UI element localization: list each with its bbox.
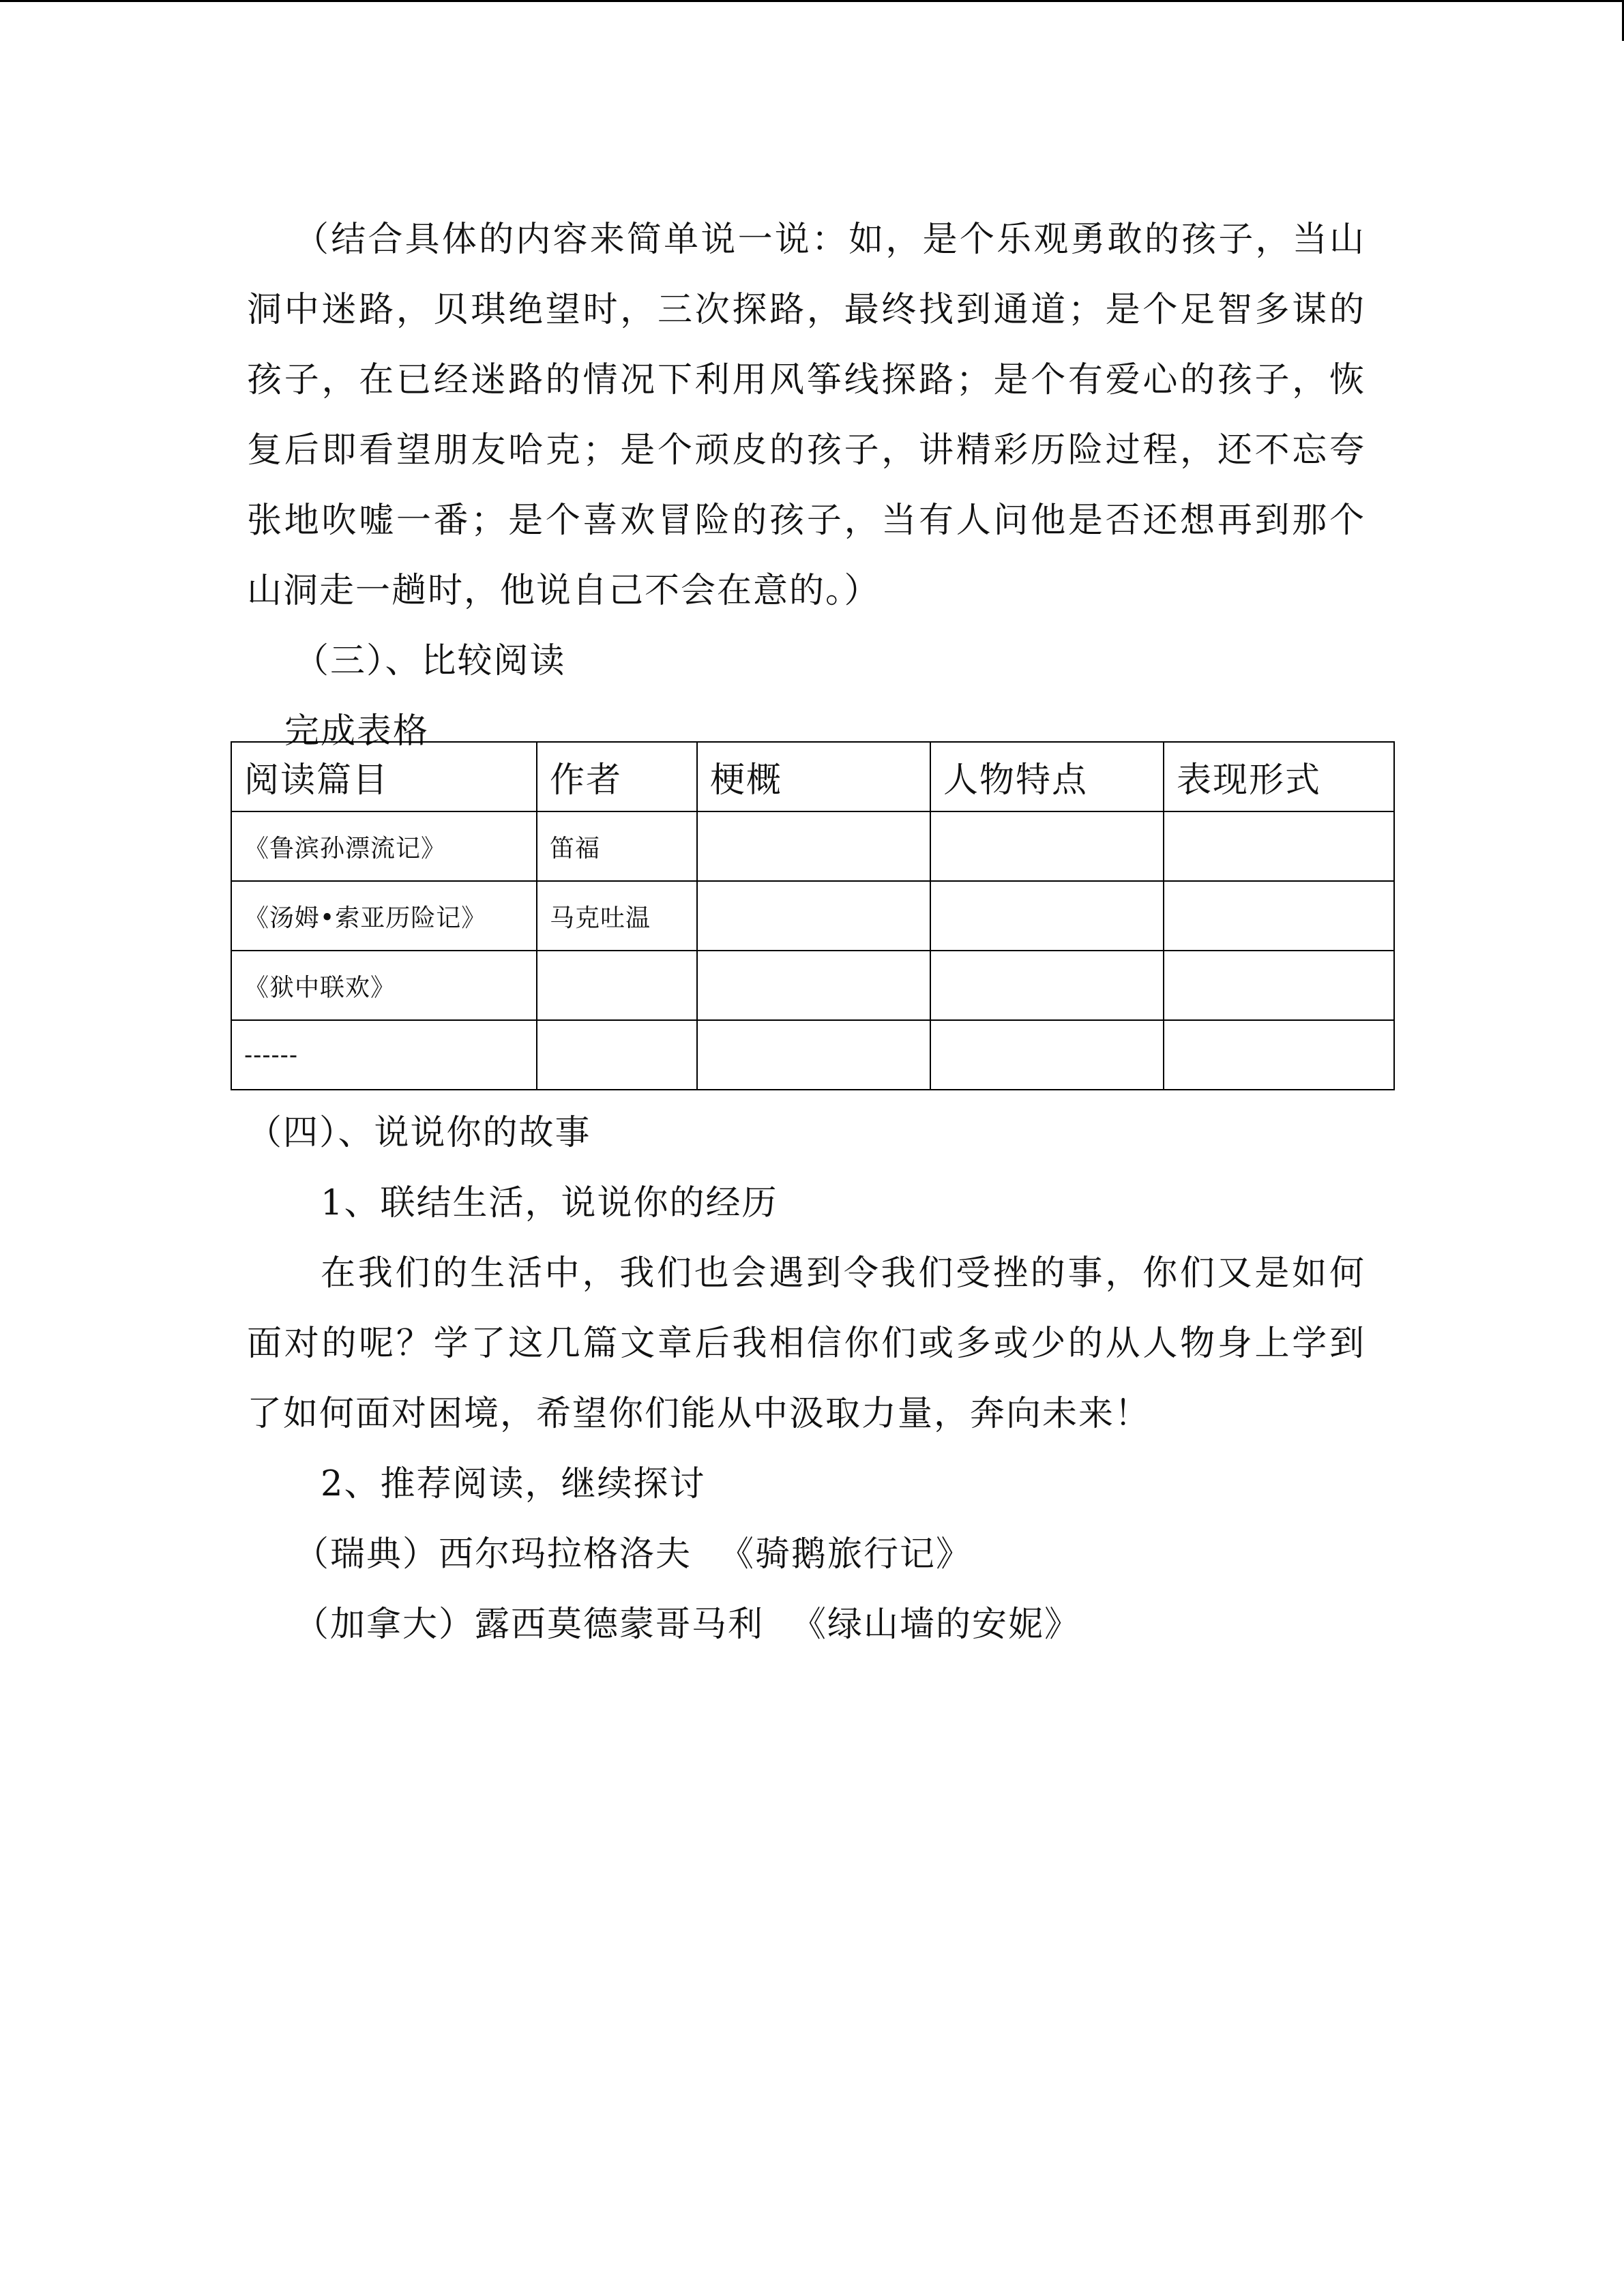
book-title: 《绿山墙的安妮》 (791, 1605, 1081, 1645)
book-author: （加拿大）露西莫德蒙哥马利 (294, 1605, 765, 1645)
header-author: 作者 (537, 742, 697, 811)
life-paragraph: 在我们的生活中，我们也会遇到令我们受挫的事，你们又是如何面对的呢？学了这几篇文章后我相信你们或多或少的从人物身上学到了如何面对困境，希望你们能从中汲取力量，奔向未来！ (247, 1253, 1365, 1434)
header-traits: 人物特点 (930, 742, 1164, 811)
recommended-book (247, 1519, 1365, 1590)
cell-form (1164, 1020, 1394, 1090)
table-header-row (231, 742, 1394, 811)
cell-title: 《鲁滨孙漂流记》 (231, 811, 537, 881)
table-row (231, 951, 1394, 1020)
comparison-table (231, 741, 1395, 1090)
cell-form (1164, 951, 1394, 1020)
cell-traits (930, 811, 1164, 881)
table-row (231, 881, 1394, 951)
section-four-heading: （四）、说说你的故事 (247, 1113, 591, 1153)
header-form: 表现形式 (1164, 742, 1394, 811)
intro-paragraph: （结合具体的内容来简单说一说：如，是个乐观勇敢的孩子，当山洞中迷路，贝琪绝望时，三次探路，最终找到通道；是个足智多谋的孩子，在已经迷路的情况下利用风筝线探路；是个有爱心的孩子，恢复后即看望朋友哈克；是个顽皮的孩子，讲精彩历险过程，还不忘夸张地吹嘘一番；是个喜欢冒险的孩子，当有人问他是否还想再到那个山洞走一趟时，他说自己不会在意的。） (247, 220, 1365, 611)
cell-traits (930, 951, 1164, 1020)
cell-title: 《狱中联欢》 (231, 951, 537, 1020)
section-three-heading: （三）、比较阅读 (294, 641, 566, 681)
document-upper-section (247, 205, 1365, 766)
header-title: 阅读篇目 (231, 742, 537, 811)
header-summary: 梗概 (697, 742, 930, 811)
sub-two-heading: 2、推荐阅读，继续探讨 (321, 1464, 706, 1504)
book-author: （瑞典）西尔玛拉格洛夫 (294, 1534, 692, 1575)
cell-author: 马克吐温 (537, 881, 697, 951)
recommended-book (247, 1590, 1365, 1660)
sub-one-heading: 1、联结生活，说说你的经历 (321, 1183, 778, 1223)
table-row (231, 1020, 1394, 1090)
cell-author (537, 1020, 697, 1090)
cell-author (537, 951, 697, 1020)
cell-form (1164, 811, 1394, 881)
document-lower-section (247, 1098, 1365, 1660)
cell-form (1164, 881, 1394, 951)
cell-traits (930, 1020, 1164, 1090)
cell-title-placeholder: ------ (231, 1020, 537, 1090)
table-row (231, 811, 1394, 881)
cell-author: 笛福 (537, 811, 697, 881)
cell-summary (697, 1020, 930, 1090)
cell-title: 《汤姆•索亚历险记》 (231, 881, 537, 951)
page-top-border (0, 0, 1624, 2)
cell-summary (697, 881, 930, 951)
cell-traits (930, 881, 1164, 951)
book-title: 《骑鹅旅行记》 (719, 1534, 973, 1575)
cell-summary (697, 951, 930, 1020)
table-instruction: 完成表格 (284, 711, 430, 751)
cell-summary (697, 811, 930, 881)
